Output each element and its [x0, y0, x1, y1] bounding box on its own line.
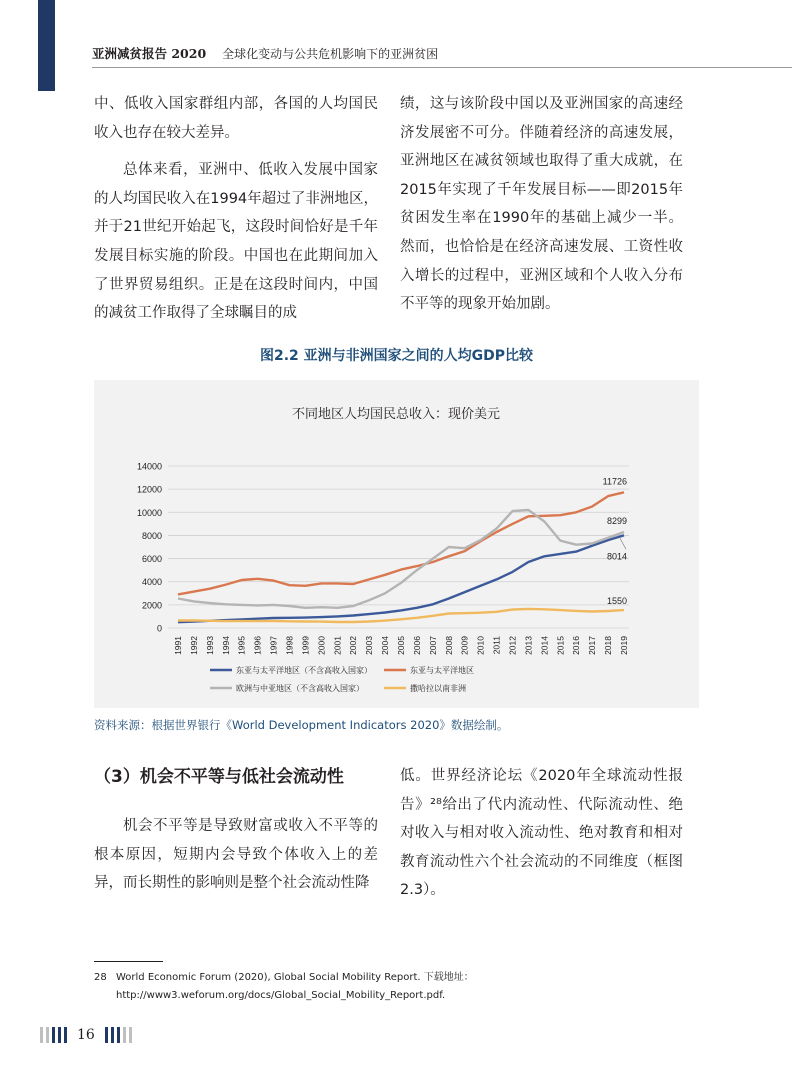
x-tick-label: 1994: [220, 636, 231, 655]
header-divider: [92, 67, 792, 68]
paragraph: 低。世界经济论坛《2020年全球流动性报告》²⁸给出了代内流动性、代际流动性、绝对收入与相对收入流动性、绝对教育和相对教育流动性六个社会流动的不同维度（框图2.3）。: [400, 768, 683, 899]
y-tick-label: 2000: [141, 600, 162, 611]
x-tick-label: 2017: [587, 636, 598, 655]
x-tick-label: 2012: [507, 636, 518, 655]
x-tick-label: 1996: [252, 636, 263, 655]
footnote: [94, 969, 694, 1005]
figure-panel: [94, 380, 699, 708]
x-tick-label: 2003: [364, 636, 375, 655]
x-tick-label: 1991: [173, 636, 183, 655]
y-tick-label: 12000: [136, 484, 162, 495]
data-label: 8014: [606, 551, 627, 562]
footnote-number: 28: [94, 972, 107, 983]
x-tick-label: 2009: [459, 636, 470, 655]
x-tick-label: 2008: [443, 636, 454, 655]
x-tick-label: 1999: [300, 636, 311, 655]
figure-title: 图2.2 亚洲与非洲国家之间的人均GDP比较: [259, 348, 534, 364]
chart-title: 不同地区人均国民总收入：现价美元: [291, 406, 501, 421]
legend-label: 欧洲与中亚地区（不含高收入国家）: [236, 684, 364, 693]
right-column-bottom: [400, 762, 683, 905]
data-label: 8299: [606, 515, 627, 526]
line-chart: [94, 380, 699, 708]
x-tick-label: 2005: [396, 636, 406, 655]
legend-label: 撒哈拉以南非洲: [410, 684, 466, 693]
footnote-divider: [94, 961, 163, 962]
section-heading: （3）机会不平等与低社会流动性: [94, 767, 344, 787]
x-tick-label: 1993: [204, 636, 215, 655]
paragraph: 机会不平等是导致财富或收入不平等的根本原因，短期内会导致个体收入上的差异，而长期性的影响则是整个社会流动性降: [94, 818, 378, 892]
x-tick-label: 2018: [603, 636, 614, 655]
figure-source: 资料来源：根据世界银行《World Development Indicators 2020》数据绘制。: [94, 718, 509, 732]
y-tick-label: 10000: [136, 507, 162, 518]
data-label: 11726: [602, 476, 627, 487]
x-tick-label: 2015: [555, 636, 566, 655]
footer-bars-left: [40, 1027, 67, 1043]
x-tick-label: 1992: [188, 636, 199, 655]
paragraph: 绩，这与该阶段中国以及亚洲国家的高速经济发展密不可分。伴随着经济的高速发展，亚洲地区在减贫领域也取得了重大成就，在2015年实现了千年发展目标——即2015年贫困发生率在1990年的基础上减少一半。然而，也恰恰是在经济高速发展、工资性收入增长的过程中，亚洲区域和个人收入分布不平等的现象开始加剧。: [400, 96, 683, 313]
data-label: 1550: [606, 596, 627, 607]
x-tick-label: 2019: [619, 636, 629, 655]
footnote-text: World Economic Forum (2020), Global Social Mobility Report. 下载地址：http://www3.weforum.org/docs/Global_Social_Mobility_Report.pdf.: [116, 972, 474, 1001]
x-tick-label: 2000: [316, 636, 327, 655]
header-accent-bar: [38, 0, 55, 91]
series-line: [178, 492, 624, 594]
x-tick-label: 2004: [380, 636, 391, 655]
x-tick-label: 2006: [411, 636, 422, 655]
x-tick-label: 1995: [236, 636, 247, 655]
paragraph: 总体来看，亚洲中、低收入发展中国家的人均国民收入在1994年超过了非洲地区，并于21世纪开始起飞，这段时间恰好是千年发展目标实施的阶段。中国也在此期间加入了世界贸易组织。正是在这段时间内，中国的减贫工作取得了全球瞩目的成: [94, 162, 378, 322]
report-subtitle: 全球化变动与公共危机影响下的亚洲贫困: [222, 47, 439, 61]
x-tick-label: 2014: [539, 636, 550, 655]
y-tick-label: 6000: [141, 554, 162, 565]
page-footer: [40, 1027, 132, 1043]
x-tick-label: 2007: [427, 636, 438, 655]
y-tick-label: 14000: [136, 461, 162, 472]
page-number: 16: [77, 1027, 95, 1043]
x-tick-label: 2002: [348, 636, 359, 655]
leader-line: [620, 538, 626, 549]
x-tick-label: 2010: [475, 636, 486, 655]
y-tick-label: 8000: [141, 530, 162, 541]
x-tick-label: 2016: [571, 636, 582, 655]
x-tick-label: 2001: [332, 636, 343, 655]
y-tick-label: 0: [156, 623, 162, 634]
x-tick-label: 2011: [491, 636, 502, 655]
paragraph: 中、低收入国家群组内部，各国的人均国民收入也存在较大差异。: [94, 96, 378, 141]
x-tick-label: 1997: [268, 636, 279, 655]
legend-label: 东亚与太平洋地区（不含高收入国家）: [236, 666, 372, 675]
left-column-top: [94, 90, 378, 328]
report-title: 亚洲减贫报告 2020: [92, 46, 207, 61]
left-column-bottom: [94, 812, 378, 898]
running-header: [92, 44, 438, 62]
y-tick-label: 4000: [141, 577, 162, 588]
footer-bars-right: [105, 1027, 132, 1043]
x-tick-label: 2013: [523, 636, 534, 655]
legend-label: 东亚与太平洋地区: [410, 666, 474, 675]
x-tick-label: 1998: [284, 636, 295, 655]
right-column-top: [400, 90, 683, 319]
